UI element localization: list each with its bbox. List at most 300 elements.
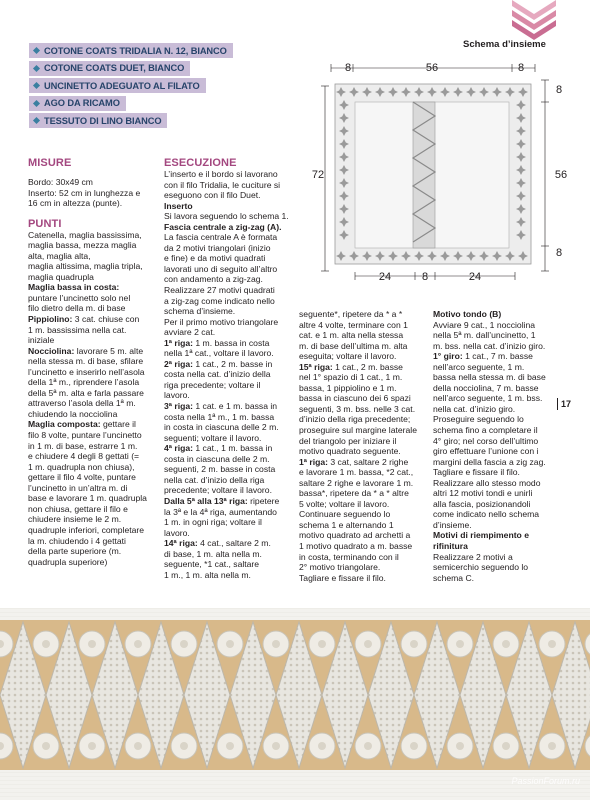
lace-round-center bbox=[548, 742, 556, 750]
text-line: della 5ª m. alta e farla passare bbox=[28, 387, 144, 398]
text-run: costa nella 1ª m., 1 m. bassa bbox=[164, 411, 275, 422]
punti-title: PUNTI bbox=[28, 217, 62, 230]
text-line bbox=[299, 499, 429, 510]
material-box bbox=[29, 96, 126, 111]
text-run: riga precedente; voltare il bbox=[164, 379, 261, 390]
dim-top-mid: 56 bbox=[425, 62, 439, 74]
text-run: della nocciolina, 7 m. basse bbox=[433, 382, 539, 393]
text-line bbox=[164, 253, 296, 264]
text-line bbox=[28, 282, 156, 293]
text-line: maglia altissima, maglia tripla, bbox=[28, 261, 143, 272]
text-line bbox=[433, 330, 558, 341]
bold-term: Motivo tondo (B) bbox=[433, 309, 502, 319]
text-line bbox=[433, 351, 558, 362]
text-line bbox=[299, 562, 429, 573]
text-run: bassa*, ripetere da * a * altre bbox=[299, 488, 409, 499]
material-label: AGO DA RICAMO bbox=[44, 98, 120, 109]
text-run: Tagliare e fissare il filo. bbox=[433, 467, 520, 478]
text-run: bassa nella stessa m. di base bbox=[433, 372, 546, 383]
text-line bbox=[164, 169, 296, 180]
bold-term: Maglia composta: bbox=[28, 419, 101, 430]
text-run: saltare 2 righe e lavorare 1 m. bbox=[299, 477, 414, 488]
lace-round-center bbox=[318, 640, 326, 648]
text-run: 2° motivo triangolare. bbox=[299, 562, 381, 573]
lace-round-center bbox=[456, 742, 464, 750]
text-line bbox=[164, 190, 296, 201]
material-item bbox=[29, 61, 233, 77]
text-run: altre 4 volte, terminare con 1 bbox=[299, 319, 408, 330]
text-line bbox=[433, 393, 558, 404]
text-line bbox=[299, 383, 429, 394]
text-line: filo 8 volte, puntare l’uncinetto bbox=[28, 430, 142, 441]
text-run: 1 motivo quadrato a m. basse bbox=[299, 541, 413, 552]
text-line: nella stessa m. di base, sfilare bbox=[28, 356, 144, 367]
text-line bbox=[164, 232, 296, 243]
text-run: 5 volte; voltare il lavoro. bbox=[299, 498, 390, 509]
dim-right-mid: 56 bbox=[554, 169, 568, 181]
text-line: la m. chiudendo i 4 gettati bbox=[28, 535, 126, 546]
text-line: alta, maglia alta, bbox=[28, 250, 91, 261]
text-run: nella cat. d’inizio della riga bbox=[164, 474, 265, 485]
text-line: in 1 m. di base, estrarre 1 m. bbox=[28, 440, 138, 451]
text-line bbox=[164, 443, 296, 454]
text-run: 4 cat., saltare 2 m. bbox=[197, 538, 271, 549]
lace-round-center bbox=[548, 640, 556, 648]
material-box bbox=[29, 43, 233, 58]
text-line: 1 m. bassissima nella cat. bbox=[28, 324, 127, 335]
text-run: 4° giro; nel corso dell’ultimo bbox=[433, 435, 539, 446]
text-line bbox=[299, 393, 429, 404]
text-line bbox=[433, 478, 558, 489]
text-line bbox=[433, 467, 558, 478]
text-line bbox=[299, 509, 429, 520]
lace-round-center bbox=[410, 640, 418, 648]
text-line: Inserto: 52 cm in lunghezza e bbox=[28, 187, 141, 198]
text-line: Catenella, maglia bassissima, bbox=[28, 229, 142, 240]
text-run: e lavorare 1 m. bassa, *2 cat., bbox=[299, 467, 414, 478]
text-run: nella 1ª cat., voltare il lavoro. bbox=[164, 348, 274, 359]
text-line bbox=[164, 401, 296, 412]
lace-round-center bbox=[134, 742, 142, 750]
text-line: non chiusa, gettare il filo e bbox=[28, 503, 128, 514]
text-line bbox=[433, 414, 558, 425]
diamond-bullet-icon bbox=[33, 47, 40, 54]
text-line bbox=[433, 372, 558, 383]
text-run: schema 1 e alternando 1 bbox=[299, 519, 394, 530]
text-line bbox=[433, 404, 558, 415]
text-run: nella cat. d’inizio giro. bbox=[433, 403, 516, 414]
material-item bbox=[29, 43, 233, 59]
text-run: avviare 2 cat. bbox=[164, 327, 216, 338]
text-run: lavorati uno di seguito all’altro bbox=[164, 263, 278, 274]
text-line bbox=[164, 433, 296, 444]
lace-round-center bbox=[502, 640, 510, 648]
text-line bbox=[299, 320, 429, 331]
text-line bbox=[164, 390, 296, 401]
page-number: 17 bbox=[557, 398, 571, 410]
text-run: m. bss. nella cat. d’inizio giro. bbox=[433, 340, 546, 351]
schema-title: Schema d’insieme bbox=[463, 39, 546, 50]
text-line bbox=[164, 338, 296, 349]
text-line: della 1ª m., riprendere l’asola bbox=[28, 377, 140, 388]
text-line bbox=[164, 296, 296, 307]
text-run: lavoro. bbox=[164, 390, 190, 401]
schema-diagram bbox=[305, 56, 570, 296]
text-line bbox=[164, 380, 296, 391]
text-run: alla fascia, posizionandoli bbox=[433, 498, 531, 509]
diamond-bullet-icon bbox=[33, 117, 40, 124]
lace-round-center bbox=[318, 742, 326, 750]
text-line bbox=[299, 467, 429, 478]
text-line bbox=[164, 317, 296, 328]
text-line bbox=[164, 264, 296, 275]
text-run: altri 12 motivi tondi e unirli bbox=[433, 488, 533, 499]
text-line bbox=[164, 517, 296, 528]
text-line bbox=[433, 499, 558, 510]
text-line bbox=[164, 211, 296, 222]
text-line bbox=[299, 425, 429, 436]
text-line bbox=[299, 520, 429, 531]
lace-round-center bbox=[456, 640, 464, 648]
text-line: 16 cm in altezza (punte). bbox=[28, 198, 123, 209]
text-run: d’inizio della riga precedente; bbox=[299, 414, 411, 425]
text-line bbox=[433, 520, 558, 531]
text-line bbox=[299, 436, 429, 447]
text-line bbox=[164, 507, 296, 518]
material-box bbox=[29, 61, 190, 76]
text-line bbox=[299, 552, 429, 563]
material-item bbox=[29, 78, 233, 94]
text-run: gettare il bbox=[100, 419, 136, 430]
text-run: L’inserto e il bordo si lavorano bbox=[164, 169, 278, 179]
text-run: seguenti, 2 m. basse in costa bbox=[164, 464, 276, 475]
lace-round-center bbox=[180, 742, 188, 750]
material-label: COTONE COATS DUET, BIANCO bbox=[44, 63, 185, 74]
material-item bbox=[29, 113, 233, 129]
text-run: di base, 1 m. alta nella m. bbox=[164, 548, 262, 559]
dim-right-bot: 8 bbox=[555, 247, 563, 259]
text-run: Tagliare e fissare il filo. bbox=[299, 572, 386, 583]
text-line bbox=[299, 488, 429, 499]
text-line bbox=[164, 485, 296, 496]
text-run: motivo quadrato seguente. bbox=[299, 446, 401, 457]
text-line: 1 m. quadrupla non chiusa), bbox=[28, 461, 135, 472]
lace-round-center bbox=[88, 640, 96, 648]
text-line bbox=[433, 573, 558, 584]
text-line bbox=[433, 309, 558, 320]
text-run: seguenti; voltare il lavoro. bbox=[164, 432, 262, 443]
lace-round-center bbox=[272, 742, 280, 750]
lace-round-center bbox=[42, 640, 50, 648]
text-run: Per il primo motivo triangolare bbox=[164, 316, 279, 327]
text-line bbox=[164, 528, 296, 539]
bold-term: 3ª riga: bbox=[164, 401, 193, 412]
text-run: da 2 motivi triangolari (inizio bbox=[164, 242, 271, 253]
text-line: l’uncinetto e inserirlo nell’asola bbox=[28, 366, 145, 377]
lace-round-center bbox=[180, 640, 188, 648]
lace-round-center bbox=[410, 742, 418, 750]
text-line: chiudendo la nocciolina bbox=[28, 408, 118, 419]
lace-round-center bbox=[88, 742, 96, 750]
text-line bbox=[433, 562, 558, 573]
text-run: seguente, *1 cat., saltare bbox=[164, 559, 260, 570]
diamond-bullet-icon bbox=[33, 82, 40, 89]
text-run: bassa, 1 pippiolino e 1 m. bbox=[299, 382, 397, 393]
text-run: margini della fascia a zig zag. bbox=[433, 456, 546, 467]
text-line: puntare l’uncinetto solo nel bbox=[28, 292, 131, 303]
text-line: l’uncinetto in un’altra m. di bbox=[28, 482, 128, 493]
text-line bbox=[433, 446, 558, 457]
text-line bbox=[28, 346, 156, 357]
material-box bbox=[29, 113, 167, 128]
dim-top-left: 8 bbox=[344, 62, 352, 74]
text-line bbox=[433, 530, 558, 541]
text-run: 1 m., 1 m. alta nella m. bbox=[164, 569, 251, 580]
text-line bbox=[164, 180, 296, 191]
text-line bbox=[433, 383, 558, 394]
bold-term: Inserto bbox=[164, 200, 193, 211]
text-line bbox=[299, 446, 429, 457]
text-run: Proseguire seguendo lo bbox=[433, 414, 524, 425]
lace-round-center bbox=[226, 640, 234, 648]
esecuzione-text-2 bbox=[299, 309, 429, 583]
misure-title: MISURE bbox=[28, 157, 72, 169]
bold-term: Motivi di riempimento e bbox=[433, 530, 529, 541]
text-run: Realizzare allo stesso modo bbox=[433, 477, 541, 488]
text-run: nell’arco seguente, 1 m. bss. bbox=[433, 393, 543, 404]
text-run: 3 cat, saltare 2 righe bbox=[327, 456, 409, 467]
text-run: 1 m. bassa in costa bbox=[192, 337, 270, 348]
text-line bbox=[164, 285, 296, 296]
text-line bbox=[433, 552, 558, 563]
text-run: giro effettuare l’unione con i bbox=[433, 446, 539, 457]
lace-photo bbox=[0, 608, 590, 800]
text-run: a zig-zag come indicato nello bbox=[164, 295, 275, 306]
text-line bbox=[164, 570, 296, 581]
lace-round-center bbox=[364, 640, 372, 648]
text-run: m. di base dell’ultima m. alta bbox=[299, 340, 408, 351]
text-run: eseguita; voltare il lavoro. bbox=[299, 351, 397, 362]
text-line: quadrupla superiore) bbox=[28, 556, 108, 567]
lace-round-center bbox=[364, 742, 372, 750]
column-1 bbox=[28, 157, 156, 567]
esecuzione-text-3 bbox=[433, 309, 558, 583]
text-line bbox=[299, 362, 429, 373]
text-run: La fascia centrale A è formata bbox=[164, 232, 278, 243]
text-run: lavoro. bbox=[164, 527, 190, 538]
text-run: 1 cat., 2 m. basse in bbox=[192, 358, 273, 369]
text-line: base e lavorare 1 m. quadrupla bbox=[28, 493, 147, 504]
text-line bbox=[164, 327, 296, 338]
text-run: lavorare 5 m. alte bbox=[74, 345, 144, 356]
text-run: schema C. bbox=[433, 572, 475, 583]
text-line bbox=[299, 309, 429, 320]
text-run: costa in ciascuna delle 2 m. bbox=[164, 453, 270, 464]
text-run: d’insieme. bbox=[433, 519, 472, 530]
text-run: cat. e 1 m. alta nella stessa bbox=[299, 330, 404, 341]
material-label: COTONE COATS TRIDALIA N. 12, BIANCO bbox=[44, 45, 227, 56]
material-label: UNCINETTO ADEGUATO AL FILATO bbox=[44, 80, 200, 91]
text-line bbox=[28, 314, 156, 325]
text-run: seguenti, 3 m. bss. nelle 3 cat. bbox=[299, 403, 416, 414]
text-line bbox=[164, 222, 296, 233]
text-run: del triangolo per iniziare il bbox=[299, 435, 397, 446]
text-line bbox=[164, 274, 296, 285]
bold-term: 14ª riga: bbox=[164, 538, 198, 549]
bold-term: 4ª riga: bbox=[164, 443, 193, 454]
text-run: bassa in ciascuno dei 6 spazi bbox=[299, 393, 411, 404]
bold-term: 1ª riga: bbox=[299, 456, 328, 467]
dim-right-top: 8 bbox=[555, 84, 563, 96]
text-line bbox=[164, 243, 296, 254]
text-line: iniziale bbox=[28, 335, 55, 346]
text-run: nell’arco seguente, 1 m. bbox=[433, 361, 525, 372]
text-line bbox=[164, 464, 296, 475]
text-line: filo dietro della m. di base bbox=[28, 303, 126, 314]
esecuzione-title: ESECUZIONE bbox=[164, 157, 237, 169]
text-line bbox=[433, 509, 558, 520]
text-line bbox=[433, 362, 558, 373]
dim-left: 72 bbox=[311, 169, 325, 181]
text-line bbox=[164, 549, 296, 560]
text-run: eseguono con il filo Duet. bbox=[164, 190, 261, 201]
text-line bbox=[433, 436, 558, 447]
text-line bbox=[433, 341, 558, 352]
lace-round-center bbox=[502, 742, 510, 750]
text-run: seguente*, ripetere da * a * bbox=[299, 309, 403, 319]
text-run: Continuare seguendo lo bbox=[299, 509, 391, 520]
text-run: Avviare 9 cat., 1 nocciolina bbox=[433, 319, 536, 330]
text-line: gettare il filo 4 volte, puntare bbox=[28, 472, 136, 483]
text-run: con il filo Tridalia, le cuciture si bbox=[164, 179, 281, 190]
column-2 bbox=[164, 157, 296, 580]
bold-term: Dalla 5ª alla 13ª riga: bbox=[164, 495, 248, 506]
text-line: maglia quadrupla bbox=[28, 271, 94, 282]
text-run: e fine) e da motivi quadrati bbox=[164, 253, 266, 264]
text-line bbox=[299, 457, 429, 468]
text-line bbox=[299, 530, 429, 541]
lace-round-center bbox=[226, 742, 234, 750]
text-run: ripetere bbox=[247, 495, 280, 506]
text-run: 1 m. in ogni riga; voltare il bbox=[164, 517, 262, 528]
text-line bbox=[164, 454, 296, 465]
bold-term: 1° giro: bbox=[433, 351, 463, 362]
text-line bbox=[164, 422, 296, 433]
text-line bbox=[299, 573, 429, 584]
bold-term: 2ª riga: bbox=[164, 358, 193, 369]
bold-term: Pippiolino: bbox=[28, 314, 73, 325]
text-line bbox=[299, 478, 429, 489]
text-line: quadruple inferiori, completare bbox=[28, 524, 145, 535]
text-line bbox=[433, 425, 558, 436]
text-run: con andamento a zig-zag. bbox=[164, 274, 263, 285]
text-run: semicerchio seguendo lo bbox=[433, 562, 529, 573]
bold-term: 1ª riga: bbox=[164, 337, 193, 348]
text-line bbox=[164, 559, 296, 570]
text-line bbox=[164, 369, 296, 380]
text-run: Si lavora seguendo lo schema 1. bbox=[164, 211, 289, 222]
text-line bbox=[164, 306, 296, 317]
dim-top-right: 8 bbox=[517, 62, 525, 74]
text-run: schema fino a completare il bbox=[433, 425, 538, 436]
text-run: proseguire sul margine laterale bbox=[299, 425, 417, 436]
text-run: 1 cat., 7 m. basse bbox=[462, 351, 533, 362]
material-item bbox=[29, 96, 233, 112]
text-run: in costa in ciascuna delle 2 m. bbox=[164, 422, 279, 433]
lace-round-center bbox=[272, 640, 280, 648]
text-line bbox=[299, 541, 429, 552]
text-run: 3 cat. chiuse con bbox=[72, 314, 140, 325]
text-run: 1 cat. e 1 m. bassa in bbox=[192, 401, 278, 412]
text-line: Bordo: 30x49 cm bbox=[28, 177, 93, 187]
text-run: 1 cat., 2 m. basse bbox=[332, 361, 403, 372]
dim-bot-right: 24 bbox=[468, 271, 482, 283]
text-line bbox=[164, 201, 296, 212]
text-line: e chiudere 4 degli 8 gettati (= bbox=[28, 451, 140, 462]
esecuzione-text-1 bbox=[164, 169, 296, 580]
text-line bbox=[299, 372, 429, 383]
lace-round-center bbox=[134, 640, 142, 648]
text-line bbox=[164, 348, 296, 359]
bold-term: Fascia centrale a zig-zag (A). bbox=[164, 221, 282, 232]
diamond-bullet-icon bbox=[33, 65, 40, 72]
lace-image bbox=[0, 608, 590, 800]
text-run: nella 5ª m. dall’uncinetto, 1 bbox=[433, 330, 536, 341]
text-line: della parte superiore (m. bbox=[28, 546, 122, 557]
text-line bbox=[299, 341, 429, 352]
text-run: costa nella cat. d’inizio della bbox=[164, 369, 271, 380]
materials-list bbox=[29, 43, 233, 131]
text-line bbox=[299, 330, 429, 341]
text-line: chiudere insieme le 2 m. bbox=[28, 514, 122, 525]
text-line bbox=[433, 541, 558, 552]
text-line bbox=[299, 351, 429, 362]
bold-term: Maglia bassa in costa: bbox=[28, 282, 120, 293]
text-run: Realizzare 27 motivi quadrati bbox=[164, 285, 275, 296]
watermark: PassionForum.ru bbox=[511, 776, 580, 786]
text-line bbox=[433, 488, 558, 499]
bold-term: rifinitura bbox=[433, 541, 468, 552]
text-line bbox=[433, 457, 558, 468]
chevron-decoration-icon bbox=[510, 0, 558, 40]
text-run: 1 cat., 1 m. bassa in bbox=[192, 443, 273, 454]
text-run: precedente; voltare il lavoro. bbox=[164, 485, 272, 496]
text-line: maglia bassa, mezza maglia bbox=[28, 240, 137, 251]
text-run: schema d’insieme. bbox=[164, 306, 236, 317]
text-run: in costa, terminando con il bbox=[299, 551, 399, 562]
dim-bot-left: 24 bbox=[378, 271, 392, 283]
text-run: come indicato nello schema bbox=[433, 509, 540, 520]
text-line bbox=[164, 359, 296, 370]
text-line bbox=[299, 414, 429, 425]
text-run: Realizzare 2 motivi a bbox=[433, 551, 513, 562]
text-line bbox=[164, 475, 296, 486]
text-line: attraverso l’asola della 1ª m. bbox=[28, 398, 136, 409]
bold-term: Nocciolina: bbox=[28, 345, 75, 356]
text-run: motivo quadrato ad archetti a bbox=[299, 530, 411, 541]
misure-text bbox=[28, 177, 156, 209]
punti-text bbox=[28, 230, 156, 568]
text-line bbox=[433, 320, 558, 331]
text-line bbox=[164, 412, 296, 423]
bold-term: 15ª riga: bbox=[299, 361, 333, 372]
diamond-bullet-icon bbox=[33, 100, 40, 107]
lace-round-center bbox=[42, 742, 50, 750]
text-run: la 3ª e la 4ª riga, aumentando bbox=[164, 506, 277, 517]
text-line bbox=[164, 496, 296, 507]
text-line bbox=[164, 538, 296, 549]
text-line bbox=[299, 404, 429, 415]
